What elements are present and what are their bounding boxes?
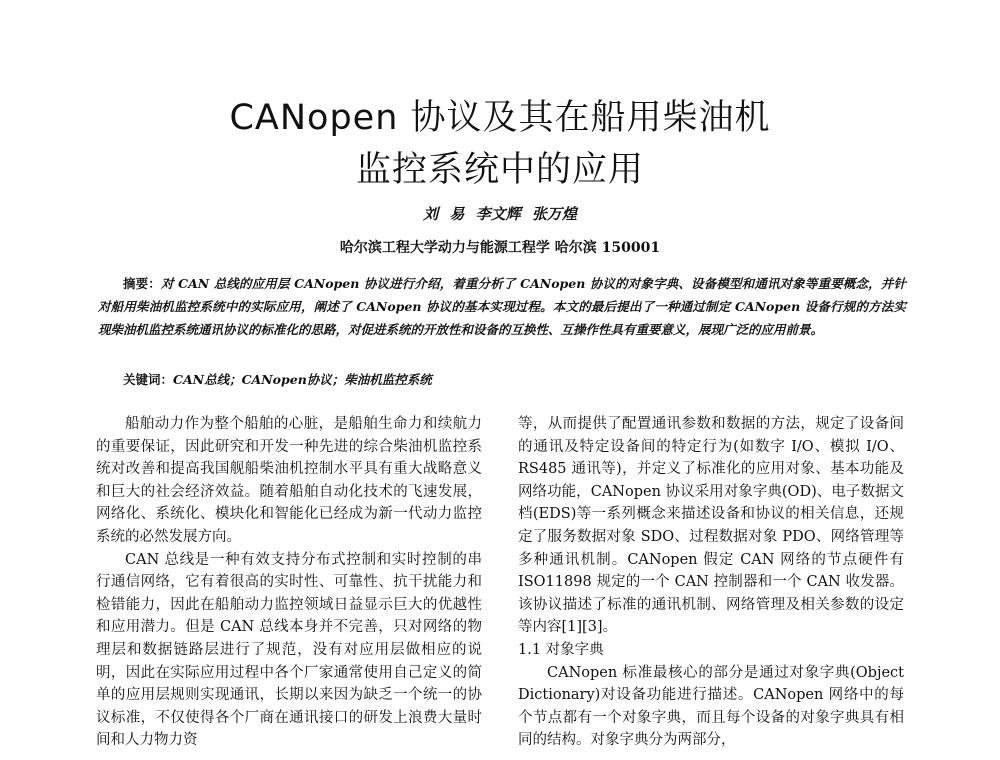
keywords-text: CAN总线；CANopen协议；柴油机监控系统 [173, 372, 432, 387]
abstract-label: 摘要： [123, 276, 161, 291]
paragraph-can-bus: CAN 总线是一种有效支持分布式控制和实时控制的串行通信网络，它有着很高的实时性、可靠性、抗干扰能力和检错能力，因此在船舶动力监控领域日益显示巨大的优越性和应用潜力。但是 CAN 总线本身并不完善，只对网络的物理层和数据链路层进行了规范，没有对应用层做相应的说明，因此在实际应用过程中各个厂家通常使用自己定义的简单的应用层规则实现通讯，长期以来因为缺乏一个统一的协议标准，不仅使得各个厂商在通讯接口的研发上浪费大量时间和人力物力资 [96, 551, 482, 749]
abstract-text: 对 CAN 总线的应用层 CANopen 协议进行介绍，着重分析了 CANopen 协议的对象字典、设备模型和通讯对象等重要概念，并针对船用柴油机监控系统中的实际应用，阐述了 CANopen 协议的基本实现过程。本文的最后提出了一种通过制定 CANopen 设备行规的方法实现柴油机监控系统通讯协议的标准化的思路，对促进系统的开放性和设备的互换性、互操作性具有重要意义，展现广泛的应用前景。 [98, 276, 906, 337]
title-line-2: 监控系统中的应用 [355, 150, 644, 190]
author-list: 刘 易 李文辉 张万煌 [423, 205, 577, 223]
paragraph-canopen-continued: 等，从而提供了配置通讯参数和数据的方法，规定了设备间的通讯及特定设备间的特定行为(如数字 I/O、模拟 I/O、RS485 通讯等)，并定义了标准化的应用对象、基本功能及网络功能，CANopen 协议采用对象字典(OD)、电子数据文档(EDS)等一系列概念来描述设备和协议的相关信息，还规定了服务数据对象 SDO、过程数据对象 PDO、网络管理等多种通讯机制。CANopen 假定 CAN 网络的节点硬件有 ISO11898 规定的一个 CAN 控制器和一个 CAN 收发器。该协议描述了标准的通讯机制、网络管理及相关参数的设定等内容[1][3]。 [518, 416, 904, 636]
paragraph-object-dictionary: CANopen 标准最核心的部分是通过对象字典(Object Dictionary)对设备功能进行描述。CANopen 网络中的每个节点都有一个对象字典，而且每个设备的对象字典具有相同的结构。对象字典分为两部分， [518, 664, 904, 749]
body-column-left [96, 413, 482, 752]
paragraph-intro: 船舶动力作为整个船舶的心脏，是船舶生命力和续航力的重要保证，因此研究和开发一种先进的综合柴油机监控系统对改善和提高我国舰船柴油机控制水平具有重大战略意义和巨大的社会经济效益。随着船舶自动化技术的飞速发展，网络化、系统化、模块化和智能化已经成为新一代动力监控系统的必然发展方向。 [96, 416, 482, 545]
affiliation: 哈尔滨工程大学动力与能源工程学 哈尔滨 150001 [339, 240, 661, 256]
title-line-1: CANopen 协议及其在船用柴油机 [229, 98, 771, 138]
section-heading-object-dictionary: 1.1 对象字典 [518, 641, 604, 658]
body-column-right [518, 413, 904, 752]
keywords [98, 368, 906, 391]
paper-title [0, 92, 1000, 196]
keywords-label: 关键词： [123, 372, 174, 387]
abstract [98, 272, 906, 341]
